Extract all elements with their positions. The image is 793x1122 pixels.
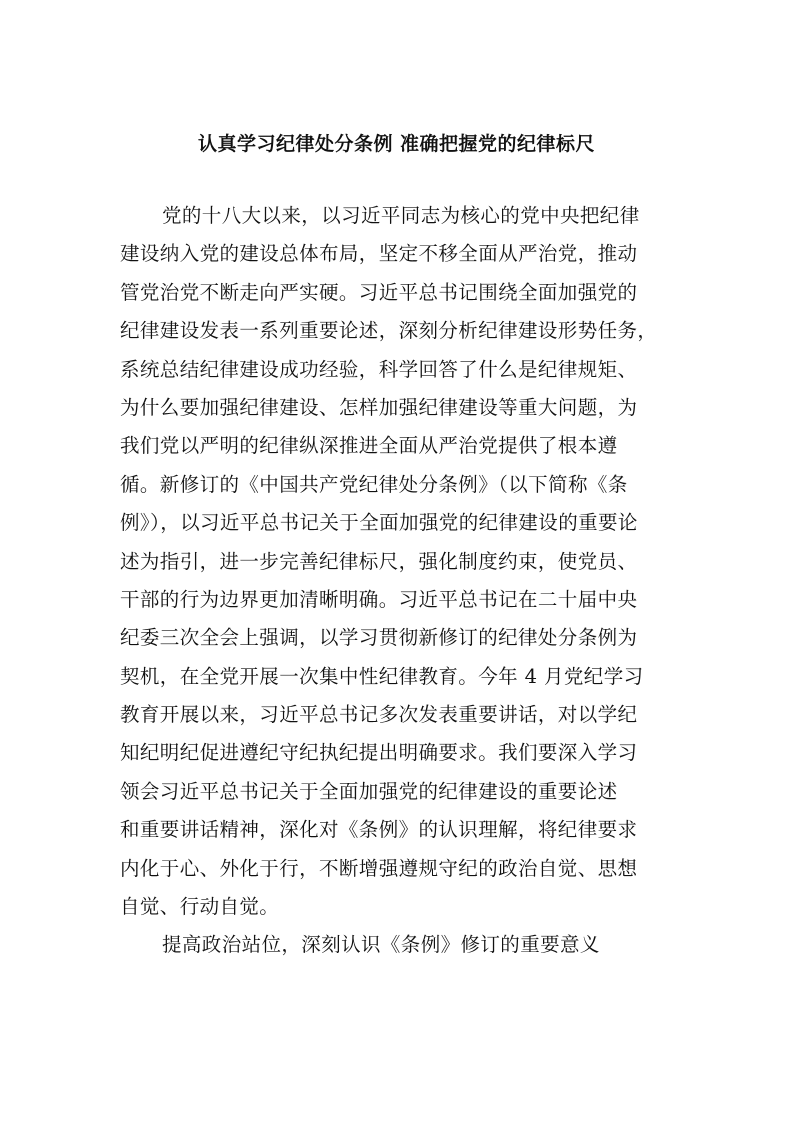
paragraph-line: 系统总结纪律建设成功经验，科学回答了什么是纪律规矩、 <box>120 357 638 381</box>
paragraph-line: 内化于心、外化于行，不断增强遵规守纪的政治自觉、思想 <box>120 856 638 880</box>
document-body <box>120 197 680 965</box>
paragraph-line: 干部的行为边界更加清晰明确。习近平总书记在二十届中央 <box>120 587 638 611</box>
paragraph-line: 为什么要加强纪律建设、怎样加强纪律建设等重大问题，为 <box>120 395 638 419</box>
paragraph-line: 建设纳入党的建设总体布局，坚定不移全面从严治党，推动 <box>120 242 638 266</box>
paragraph-line: 循。新修订的《中国共产党纪律处分条例》（以下简称《条 <box>120 472 628 496</box>
paragraph-line: 党的十八大以来，以习近平同志为核心的党中央把纪律 <box>162 204 640 227</box>
paragraph-line: 纪委三次全会上强调，以学习贯彻新修订的纪律处分条例为 <box>120 626 638 650</box>
paragraph-line: 契机，在全党开展一次集中性纪律教育。今年 4 月党纪学习 <box>120 664 644 688</box>
paragraph-line: 管党治党不断走向严实硬。习近平总书记围绕全面加强党的 <box>120 280 638 304</box>
paragraph-line: 和重要讲话精神，深化对《条例》的认识理解，将纪律要求 <box>120 818 638 842</box>
paragraph-line: 教育开展以来，习近平总书记多次发表重要讲话，对以学纪 <box>120 703 638 727</box>
document-title: 认真学习纪律处分条例 准确把握党的纪律标尺 <box>197 133 596 155</box>
paragraph-line: 我们党以严明的纪律纵深推进全面从严治党提供了根本遵 <box>120 434 618 458</box>
paragraph-line: 述为指引，进一步完善纪律标尺，强化制度约束，使党员、 <box>120 549 638 573</box>
paragraph-line: 领会习近平总书记关于全面加强党的纪律建设的重要论述 <box>120 779 618 803</box>
paragraph-line: 知纪明纪促进遵纪守纪执纪提出明确要求。我们要深入学习 <box>120 741 638 765</box>
paragraph-line: 例》），以习近平总书记关于全面加强党的纪律建设的重要论 <box>120 511 638 535</box>
paragraph-line: 自觉、行动自觉。 <box>120 895 280 919</box>
section-heading-line: 提高政治站位，深刻认识《条例》修订的重要意义 <box>162 933 600 957</box>
paragraph-line: 纪律建设发表一系列重要论述，深刻分析纪律建设形势任务， <box>120 319 658 343</box>
